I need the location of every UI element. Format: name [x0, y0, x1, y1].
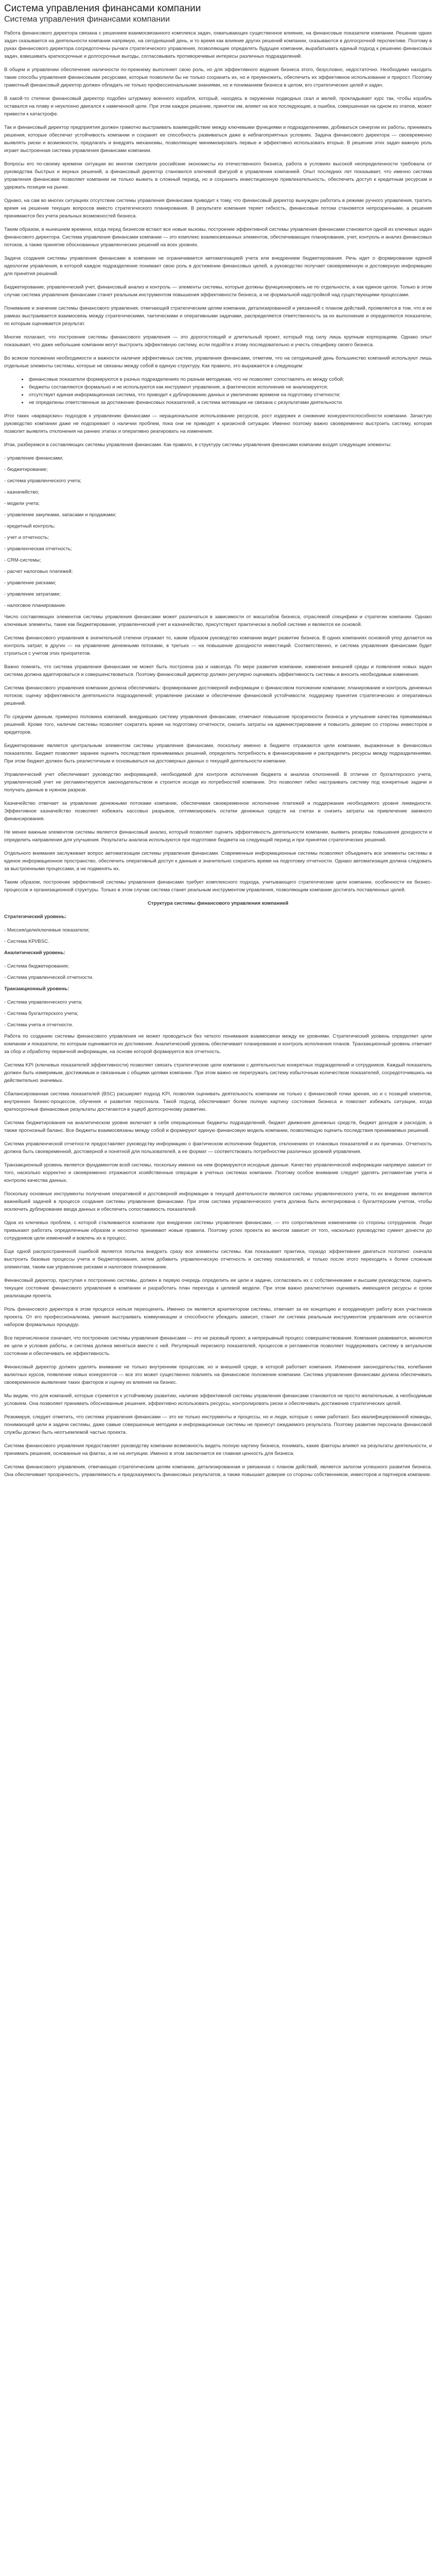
list-line: - система управленческого учета; [4, 478, 81, 484]
article-paragraph: Важно помнить, что система управления финансами не может быть построена раз и навсегда. По мере развития компании, изменения внешней среды и появления новых задач система должна адаптироваться и совершенствоваться. Поэтому финансовый директор должен регулярно оценивать эффективность системы и вносить необходимые изменения. [4, 664, 432, 677]
article-paragraph: Таким образом, построение эффективной системы управления финансами требует комплексного подхода, учитывающего стратегические цели компании, особенности ее бизнес-процессов и организационной структуры. Только в этом случае система станет реальным инструментом управления, позволяющим компании достигать поставленных целей. [4, 879, 432, 893]
article-paragraph: Не менее важным элементом системы является финансовый анализ, который позволяет оценить эффективность деятельности компании, выявить резервы повышения доходности и определить направления для улучшения. Результаты анализа используются при подготовке бюджета на следующий период и при принятии стратегических решений. [4, 829, 432, 843]
list-line: - CRM-системы; [4, 557, 41, 563]
article-paragraph: Еще одной распространенной ошибкой является попытка внедрить сразу все элементы системы. Как показывает практика, гораздо эффективнее двигаться поэтапно: сначала выстроить базовые процессы учета и бюджетирования, затем добавить управленческую отчетность и систему показателей, и только после этого переходить к более сложным элементам, таким как управление рисками и налоговое планирование. [4, 1249, 432, 1270]
article-paragraph: Система управленческой отчетности предоставляет руководству информацию о фактическом исполнении бюджетов, отклонениях от плановых показателей и их причинах. Отчетность должна быть своевременной, достоверной и понятной для пользователей, а ее формат — соответствовать потребностям различных уровней управления. [4, 1141, 432, 1155]
list-line: - управление закупками, запасами и продажами; [4, 512, 117, 518]
article-paragraph: Так и финансовый директор предприятия должен грамотно выстраивать взаимодействие между ключевыми функциями и подразделениями, добиваться синергии их работы, принимать решения, которые обеспечат устойчивость компании и сохранят ее способность развиваться даже в неблагоприятных условиях. Задача финансового директора — своевременно выявлять риски и возможности, предлагать и внедрять механизмы, позволяющие минимизировать первые и эффективно использовать вторые. В решении этих задач важную роль играет выстроенная система управления финансами компании. [4, 125, 432, 154]
article-paragraph: Многие полагают, что построение системы финансового управления — это дорогостоящий и длительный проект, который под силу лишь крупным корпорациям. Однако опыт показывает, что даже небольшие компании могут выстроить эффективную систему, если подойти к этому последовательно и учесть специфику своего бизнеса. [4, 334, 432, 348]
list-line: - управленческая отчетность; [4, 546, 72, 552]
article-paragraph: Мы видим, что для компаний, которые стремятся к устойчивому развитию, наличие эффективной системы управления финансами становится не просто желательным, а необходимым условием. Она позволяет принимать обоснованные решения, эффективно использовать ресурсы, контролировать риски и обеспечивать достижение стратегических целей. [4, 1393, 432, 1406]
article-paragraph: Таким образом, в нынешнем времени, когда перед бизнесом встают все новые вызовы, построение эффективной системы управления финансами становится одной из ключевых задач финансового директора. Система управления финансами компании — это комплекс взаимосвязанных элементов, обеспечивающих планирование, учет, контроль и анализ финансовых потоков, а также принятие обоснованных управленческих решений на всех уровнях. [4, 227, 432, 248]
article-paragraph: Сбалансированная система показателей (BSC) расширяет подход KPI, позволяя оценивать деятельность компании не только с финансовой точки зрения, но и с позиций клиентов, внутренних бизнес-процессов, обучения и развития персонала. Такой подход обеспечивает более полную картину состояния бизнеса и помогает избежать ситуации, когда краткосрочные финансовые результаты достигаются в ущерб долгосрочному развитию. [4, 1091, 432, 1112]
list-line: - Система бюджетирования; [4, 963, 69, 969]
article-paragraph: Во всяком положении необходимости и важности наличия эффективных систем, управления финансами, отметим, что на сегодняшний день большинство компаний используют лишь отдельные элементы системы, которые не связаны между собой в единую структуру. Как правило, это выражается в следующем: [4, 355, 432, 369]
list-line: - Система учета и отчетности. [4, 1022, 74, 1028]
list-line: - кредитный контроль; [4, 523, 56, 529]
list-item: • отсутствует единая информационная система, что приводит к дублированию данных и увеличению времени на подготовку отчетности; [28, 391, 432, 399]
article-paragraph: Все перечисленное означает, что построение системы управления финансами — это не разовый проект, а непрерывный процесс совершенствования. Компания развивается, меняются ее цели и условия работы, и система должна меняться вместе с ней. Регулярный пересмотр показателей, процессов и регламентов позволяет поддерживать систему в актуальном состоянии и обеспечивать ее эффективность. [4, 1335, 432, 1357]
article-paragraph: Работа по созданию системы финансового управления не может проводиться без четкого понимания взаимосвязи между ее уровнями. Стратегический уровень определяет цели компании и показатели, по которым оценивается их достижение. Аналитический уровень обеспечивает планирование и контроль исполнения планов. Транзакционный уровень отвечает за сбор и обработку первичной информации, на основе которой формируется вся отчетность. [4, 1033, 432, 1055]
article-paragraph: Финансовый директор должен уделять внимание не только внутренним процессам, но и внешней среде, в которой работает компания. Изменения законодательства, колебания валютных курсов, появление новых конкурентов — все это может существенно повлиять на финансовое положение компании. Система управления финансами должна обеспечивать своевременное выявление таких факторов и оценку их влияния на бизнес. [4, 1364, 432, 1385]
article-paragraph: Роль финансового директора в этом процессе нельзя переоценить. Именно он является архитектором системы, отвечает за ее концепцию и координирует работу всех участников проекта. От его профессионализма, умения выстраивать коммуникации и способности убеждать зависит, станет ли система реальным инструментом управления или останется набором формальных процедур. [4, 1307, 432, 1328]
article-paragraph: Резюмируя, следует отметить, что система управления финансами — это не только инструменты и процессы, но и люди, которые с ними работают. Без квалифицированной команды, понимающей цели и задачи системы, даже самые совершенные методики и информационные системы не принесут ожидаемого результата. Поэтому развитие персонала финансовой службы должно быть неотъемлемой частью проекта. [4, 1414, 432, 1435]
article-paragraph: Понимание и значение системы финансового управления, отвечающей стратегическим целям компании, детализированной и увязанной с планом действий, проявляется в том, что в ее рамках выстраивается взаимосвязь между стратегическими, тактическими и оперативными задачами, распределяется ответственность за их выполнение и определяются показатели, по которым оценивается результат. [4, 306, 432, 327]
article-paragraph: Система финансового управления предоставляет руководству компании возможность видеть полную картину бизнеса, понимать, какие факторы влияют на результаты деятельности, и принимать решения, основанные на фактах, а не на интуиции. Именно в этом заключается ее главная ценность для бизнеса. [4, 1443, 432, 1456]
article-paragraph: Управленческий учет обеспечивает руководство информацией, необходимой для контроля исполнения бюджета и анализа отклонений. В отличие от бухгалтерского учета, управленческий учет не регламентируется законодательством и строится исходя из потребностей компании. Это позволяет гибко настраивать систему под конкретные задачи и получать данные в нужном разрезе. [4, 772, 432, 793]
list-line: - Система управленческой отчетности. [4, 975, 94, 980]
article-paragraph: Структура системы финансового управления компанией [147, 901, 289, 906]
article-paragraph: Работа финансового директора связана с решением взаимосвязанного комплекса задач, охватывающих существенное влияние, на финансовые показатели компании. Решение одних задач сказывается на деятельности компании напрямую, на сегодняшний день, и то время как влияние других решений компании, сказываются в долгосрочной перспективе. Поэтому в руках финансового директора сосредоточены рычаги стратегического управления, позволяющие определять будущее компании, вырабатывать единый подход к решению финансовых задач, взвешивать краткосрочные и долгосрочные выгоды, согласовывать противоречивые интересы различных подразделений. [4, 30, 432, 59]
article-paragraph: В общем и управлении обеспечение наличности по-прежнему выполняет свою роль, но для эффективного ведения бизнеса этого, безусловно, недостаточно. Необходимо находить такие способы управления финансовыми ресурсами, которые позволили бы не только сохранить их, но и преумножить, обеспечить их эффективное использование и прирост. Поэтому грамотный финансовый директор должен обладать не только профессиональными знаниями, но и пониманием бизнеса в целом, его стратегических целей и задач. [4, 67, 432, 88]
list-item: • не определены ответственные за достижение финансовых показателей, а система мотивации не связана с результатами деятельности. [28, 399, 432, 406]
list-line: - управление затратами; [4, 591, 61, 597]
article-paragraph: Бюджетирование, управленческий учет, финансовый анализ и контроль — элементы системы, которые должны функционировать не по отдельности, а как единое целое. Только в этом случае система управления финансами станет реальным инструментом повышения эффективности бизнеса, а не формальной надстройкой над существующими процессами. [4, 284, 432, 298]
article-body [4, 29, 432, 1479]
list-line: - Система бухгалтерского учета; [4, 1011, 79, 1016]
page-title: Система управления финансами компании [4, 3, 201, 14]
article-paragraph: Система финансового управления, отвечающая стратегическим целям компании, детализированная и увязанная с планом действий, является залогом успешного развития бизнеса. Она обеспечивает прозрачность, управляемость и предсказуемость финансовых результатов, а также повышает доверие со стороны собственников, инвесторов и партнеров компании. [4, 1464, 432, 1478]
article-paragraph: Транзакционный уровень: [4, 986, 69, 992]
article-paragraph: Итог таких «варварских» подходов к управлению финансами — нерациональное использование ресурсов, рост издержек и снижение конкурентоспособности компании. Зачастую руководство компании даже не подозревает о наличии проблем, пока они не приводят к кризисной ситуации. Именно поэтому важно своевременно выстроить систему, которая позволит выявлять отклонения на ранних этапах и оперативно реагировать на изменения. [4, 413, 432, 434]
list-line: - Система KPI/BSC. [4, 939, 49, 944]
article-paragraph: Однако, на сам во многих ситуациях отсутствие системы управления финансами приводит к тому, что финансовый директор вынужден работать в режиме ручного управления, тратить время на решение текущих вопросов вместо стратегического планирования. В результате компания теряет гибкость, финансовые потоки становятся непрозрачными, а решения принимаются без учета реальных возможностей бизнеса. [4, 198, 432, 219]
list-line: - налоговое планирование. [4, 603, 66, 608]
list-line: - казначейство; [4, 489, 40, 495]
article-paragraph: Система финансового управления в значительной степени отражает то, каким образом руководство компании видит развитие бизнеса. В одних компаниях основной упор делается на контроль затрат, в других — на управление денежными потоками, в третьих — на повышение доходности инвестиций. Соответственно, и система управления финансами будет строиться с учетом этих приоритетов. [4, 635, 432, 656]
article-paragraph: Стратегический уровень: [4, 914, 67, 920]
article-paragraph: Транзакционный уровень является фундаментом всей системы, поскольку именно на нем формируются исходные данные. Качество управленческой информации напрямую зависит от того, насколько корректно и своевременно отражаются хозяйственные операции в учетных системах компании. Поэтому особое внимание следует уделять регламентам учета и контролю качества данных. [4, 1162, 432, 1183]
list-line: - учет и отчетность; [4, 535, 49, 540]
article-paragraph: Система бюджетирования на аналитическом уровне включает в себя операционные бюджеты подразделений, бюджет движения денежных средств, бюджет доходов и расходов, а также прогнозный баланс. Все бюджеты взаимосвязаны между собой и формируют единую финансовую модель компании, позволяющую оценить последствия принимаемых решений. [4, 1120, 432, 1133]
bullet-list [4, 376, 432, 406]
article-paragraph: Итак, разберемся в составляющих системы управления финансами. Как правило, в структуру системы управления финансами компании входят следующие элементы: [4, 442, 392, 448]
article-paragraph: Задача создания системы управления финансами в компании не ограничивается автоматизацией учета или внедрением бюджетирования. Речь идет о формировании единой идеологии управления, в которой каждое подразделение понимает свою роль в достижении финансовых целей, а руководство получает своевременную и достоверную информацию для принятия решений. [4, 256, 432, 277]
article-paragraph: В какой-то степени финансовый директор подобен штурману военного корабля, который, находясь в окружении подводных скал и мелей, прокладывает курс так, чтобы корабль оставался на плаву и неуклонно двигался к намеченной цели. При этом каждое решение, принятое им, влияет на все последующие, а ошибка, совершенная на одном из этапов, может привести к катастрофе. [4, 96, 432, 117]
list-item: • финансовые показатели формируются в разных подразделениях по разным методикам, что не позволяет сопоставлять их между собой; [28, 376, 432, 383]
article-paragraph: Отдельного внимания заслуживает вопрос автоматизации системы управления финансами. Современные информационные системы позволяют объединить все элементы системы в единое информационное пространство, обеспечить оперативный доступ к данным и значительно сократить время на подготовку отчетности. Однако автоматизация должна следовать за выстроенными процессами, а не подменять их. [4, 851, 432, 872]
list-line: - расчет налоговых платежей; [4, 569, 73, 574]
list-line: - бюджетирование; [4, 467, 48, 472]
list-line: - управление рисками; [4, 580, 56, 586]
article-paragraph: Вопросы его по-своему времени ситуации во многом смотрели российские экономисты из отечественного бизнеса, работа в условиях высокой неопределенности требовала от руководства быстрых и верных решений, а финансовый директор становился ключевой фигурой в управлении компанией. Опыт последних лет показывает, что именно система управления финансами позволяет компании не только выжить в сложный период, но и сохранить инвестиционную привлекательность, обеспечить доступ к кредитным ресурсам и удержать позиции на рынке. [4, 161, 432, 190]
article-paragraph: Аналитический уровень: [4, 950, 65, 956]
article-paragraph: Одна из ключевых проблем, с которой сталкиваются компании при внедрении системы управления финансами, — это сопротивление изменениям со стороны сотрудников. Люди привыкают работать определенным образом и неохотно принимают новые правила. Поэтому успех проекта во многом зависит от того, насколько руководство сумеет донести до сотрудников цели изменений и вовлечь их в процесс. [4, 1220, 432, 1241]
article-paragraph: Система KPI (ключевых показателей эффективности) позволяет связать стратегические цели компании с деятельностью конкретных подразделений и сотрудников. Каждый показатель должен быть измеримым, достижимым и связанным с общими целями компании. При этом важно не перегружать систему избыточным количеством показателей, сосредоточившись на действительно значимых. [4, 1062, 432, 1083]
list-line: - Система управленческого учета; [4, 999, 83, 1005]
list-line: - Миссия/цели/ключевые показатели; [4, 927, 90, 933]
list-item: • бюджеты составляются формально и не используются как инструмент управления, а фактическое исполнение не анализируется; [28, 383, 432, 391]
list-line: - управление финансами; [4, 455, 63, 461]
article-paragraph: Финансовый директор, приступая к построению системы, должен в первую очередь определить ее цели и задачи, согласовать их с собственниками и высшим руководством, оценить текущее состояние финансового управления в компании и разработать план перехода к целевой модели. При этом важно реалистично оценивать имеющиеся ресурсы и сроки реализации проекта. [4, 1278, 432, 1299]
article-paragraph: Число составляющих элементов системы управления финансами может различаться в зависимости от масштабов бизнеса, отраслевой специфики и стратегии компании. Однако ключевые элементы, такие как бюджетирование, управленческий учет и казначейство, присутствуют практически в любой системе и являются ее основой. [4, 614, 432, 628]
article-paragraph: Поскольку основные инструменты получения оперативной и достоверной информации в текущей деятельности являются системы управленческого учета, то их внедрение является важнейшей задачей в процессе создания системы управления финансами. При этом система управленческого учета должна быть интегрирована с бухгалтерским учетом, чтобы исключить дублирование ввода данных и обеспечить сопоставимость показателей. [4, 1191, 432, 1212]
article-paragraph: Система финансового управления компании должна обеспечивать: формирование достоверной информации о финансовом положении компании; планирование и контроль денежных потоков; оценку эффективности деятельности подразделений; управление рисками и обеспечение финансовой устойчивости; поддержку принятия стратегических и оперативных решений. [4, 685, 432, 706]
article-paragraph: Бюджетирование является центральным элементом системы управления финансами, поскольку именно в бюджете отражаются цели компании, выраженные в финансовых показателях. Бюджет позволяет заранее оценить последствия принимаемых решений, определить потребность в финансировании и распределить ресурсы между подразделениями. При этом бюджет должен быть реалистичным и основываться на достоверных данных о текущей деятельности компании. [4, 743, 432, 764]
list-line: - модели учета; [4, 501, 40, 506]
article-subtitle: Система управления финансами компании [4, 15, 170, 24]
article-paragraph: Казначейство отвечает за управление денежными потоками компании, обеспечивая своевременное исполнение платежей и поддержание необходимого уровня ликвидности. Эффективное казначейство позволяет избежать кассовых разрывов, оптимизировать остатки денежных средств на счетах и снизить затраты на привлечение заемного финансирования. [4, 801, 432, 822]
article-paragraph: По средним данным, примерно половина компаний, внедривших систему управления финансами, отмечают повышение прозрачности бизнеса и улучшение качества принимаемых решений. Кроме того, наличие системы позволяет сократить время на подготовку отчетности, снизить затраты на администрирование и повысить доверие со стороны инвесторов и кредиторов. [4, 714, 432, 735]
